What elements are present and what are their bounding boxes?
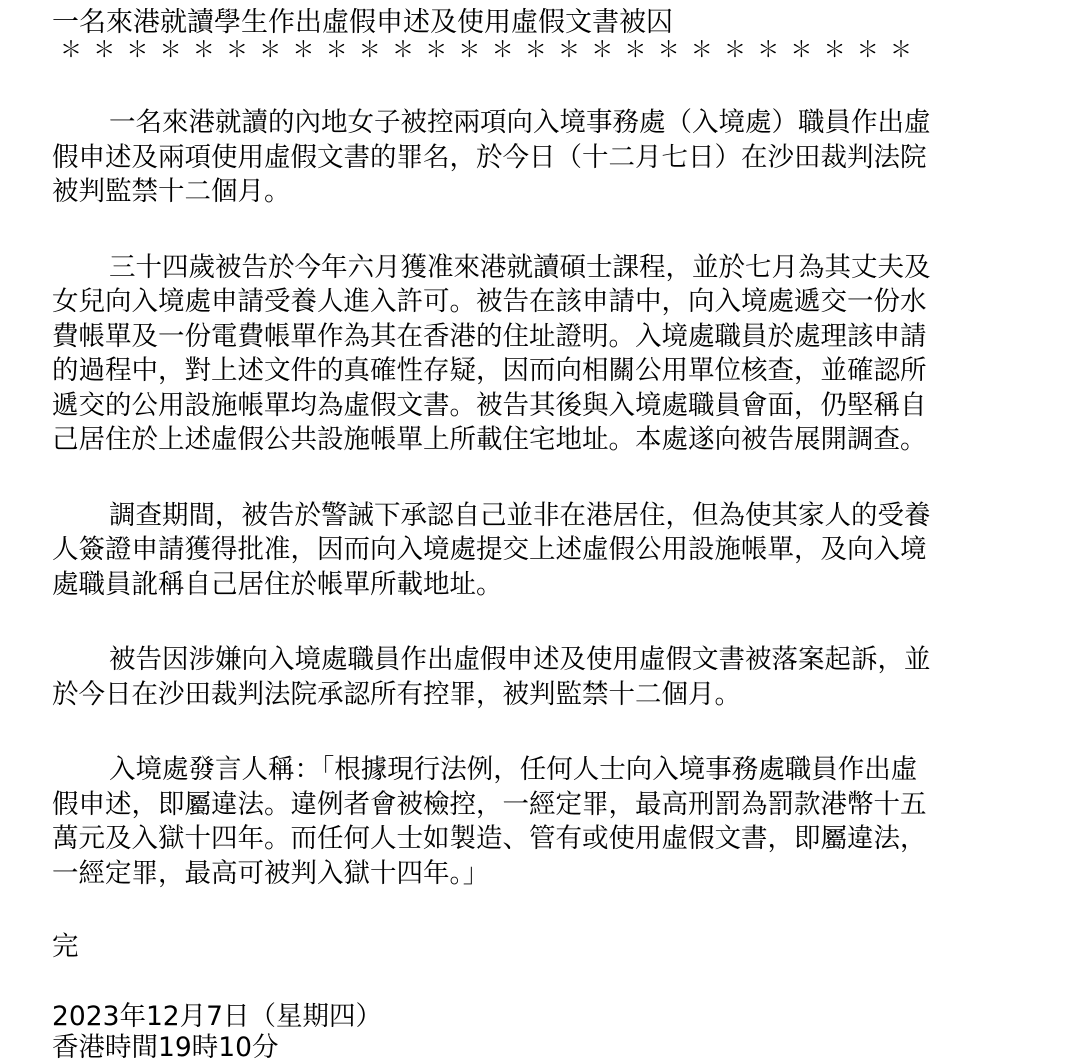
paragraph-4 (52, 643, 1012, 712)
asterisk-separator: ＊＊＊＊＊＊＊＊＊＊＊＊＊＊＊＊＊＊＊＊＊＊＊＊＊＊ (60, 38, 924, 63)
headline: 一名來港就讀學生作出虛假申述及使用虛假文書被囚 (52, 7, 673, 38)
paragraph-line: 於今日在沙田裁判法院承認所有控罪，被判監禁十二個月。 (52, 678, 741, 710)
paragraph-line: 處職員訛稱自己居住於帳單所載地址。 (52, 568, 503, 600)
paragraph-line: 假申述及兩項使用虛假文書的罪名，於今日（十二月七日）在沙田裁判法院 (52, 141, 927, 173)
paragraph-line: 己居住於上述虛假公共設施帳單上所載住宅地址。本處遂向被告展開調查。 (52, 424, 927, 455)
paragraph-line: 遞交的公用設施帳單均為虛假文書。被告其後與入境處職員會面，仍堅稱自 (52, 389, 927, 421)
paragraph-line: 三十四歲被告於今年六月獲准來港就讀碩士課程，並於七月為其丈夫及 (108, 251, 931, 283)
paragraph-2 (52, 251, 1012, 458)
paragraph-line: 入境處發言人稱：「根據現行法例，任何人士向入境事務處職員作出虛 (108, 754, 918, 785)
end-mark: 完 (52, 931, 79, 962)
release-datetime (52, 1001, 1012, 1063)
paragraph-line: 調查期間，被告於警誡下承認自己並非在港居住，但為使其家人的受養 (108, 499, 931, 531)
release-date: 2023年12月7日（星期四） (52, 1001, 383, 1032)
paragraph-line: 的過程中，對上述文件的真確性存疑，因而向相關公用單位核查，並確認所 (52, 355, 927, 386)
paragraph-5 (52, 753, 1012, 891)
press-release (52, 6, 1012, 1063)
paragraph-line: 一名來港就讀的內地女子被控兩項向入境事務處（入境處）職員作出虛 (108, 107, 931, 138)
release-time: 香港時間19時10分 (52, 1032, 279, 1063)
paragraph-line: 被告因涉嫌向入境處職員作出虛假申述及使用虛假文書被落案起訴，並 (108, 644, 931, 675)
paragraph-line: 被判監禁十二個月。 (52, 176, 291, 207)
paragraph-line: 萬元及入獄十四年。而任何人士如製造、管有或使用虛假文書，即屬違法， (52, 823, 927, 854)
paragraph-line: 人簽證申請獲得批准，因而向入境處提交上述虛假公用設施帳單，及向入境 (52, 534, 927, 565)
paragraph-line: 費帳單及一份電費帳單作為其在香港的住址證明。入境處職員於處理該申請 (52, 320, 927, 352)
paragraph-1 (52, 106, 1012, 210)
paragraph-line: 一經定罪，最高可被判入獄十四年。」 (52, 857, 490, 889)
paragraph-line: 女兒向入境處申請受養人進入許可。被告在該申請中，向入境處遞交一份水 (52, 286, 927, 317)
paragraph-3 (52, 499, 1012, 603)
paragraph-line: 假申述，即屬違法。違例者會被檢控，一經定罪，最高刑罰為罰款港幣十五 (52, 788, 927, 820)
